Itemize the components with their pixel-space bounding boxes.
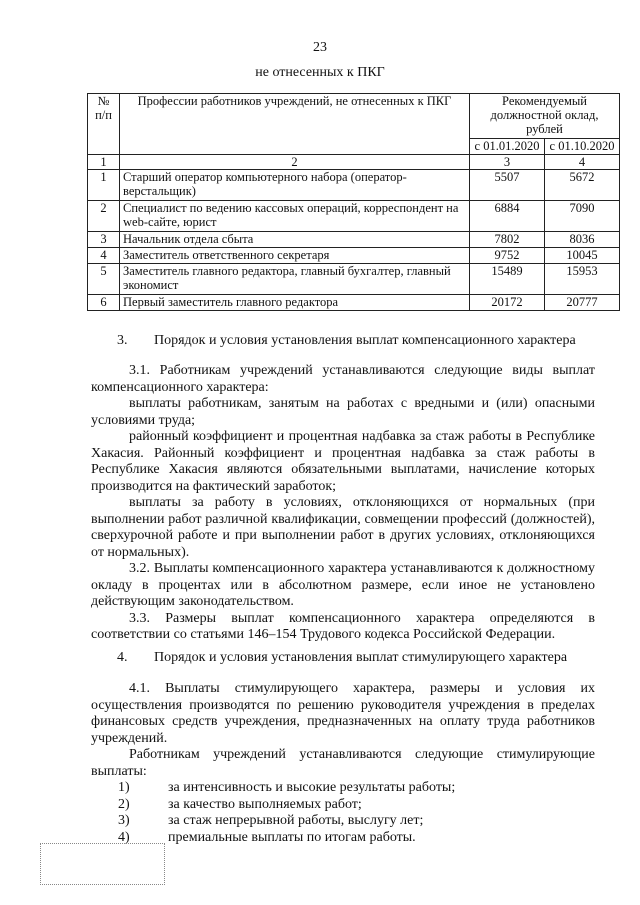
row-num: 3 [88,232,120,248]
paragraph-3-3: 3.3. Размеры выплат компенсационного характера определяются в соответствии со статьями 146–154 Трудового кодекса Российской Федерации. [91,610,595,642]
header-recommended-text: Рекомендуемый должностной оклад, [490,94,599,122]
row-profession: Специалист по ведению кассовых операций, корреспондент на web-сайте, юрист [120,201,470,232]
table-row [88,170,620,201]
row-num: 5 [88,264,120,295]
header-profession: Профессии работников учреждений, не отнесенных к ПКГ [120,94,470,155]
row-salary-2020-10: 5672 [545,170,620,201]
table-row [88,248,620,264]
paragraph-harmful-work: выплаты работникам, занятым на работах с вредными и (или) опасными условиями труда; [91,396,595,428]
index-cell: 1 [88,155,120,170]
section-4-title: Порядок и условия установления выплат стимулирующего характера [154,650,568,665]
paragraph-abnormal-conditions: выплаты за работу в условиях, отклоняющихся от нормальных (при выполнении работ различной квалификации, совмещении профессий (должностей), сверхурочной работе и при выполнении работ в других условиях, отклоняющихся от нормальных). [91,495,595,560]
row-profession: Старший оператор компьютерного набора (оператор-верстальщик) [120,170,470,201]
list-item-number: 2) [118,796,130,812]
paragraph-3-1: 3.1. Работникам учреждений устанавливаются следующие виды выплат компенсационного характера: [91,363,595,395]
table-index-row [88,155,620,170]
row-salary-2020-01: 7802 [470,232,545,248]
row-salary-2020-01: 5507 [470,170,545,201]
row-num: 1 [88,170,120,201]
paragraph-3-2: 3.2. Выплаты компенсационного характера устанавливаются к должностному окладу в процентах или в абсолютном размере, если иное не установлено действующим законодательством. [91,561,595,609]
index-cell: 2 [120,155,470,170]
section-4-number: 4. [117,650,128,665]
list-item-text: премиальные выплаты по итогам работы. [168,829,416,845]
paragraph-4-1: 4.1. Выплаты стимулирующего характера, размеры и условия их осуществления производятся по решению руководителя учреждения в пределах финансовых средств учреждения, предназначенных на оплату труда работников учреждений. [91,681,595,746]
table-header-row [88,94,620,139]
row-profession: Заместитель главного редактора, главный бухгалтер, главный экономист [120,264,470,295]
faded-stamp [40,843,165,885]
header-date-1: с 01.01.2020 [470,139,545,155]
table-row [88,264,620,295]
index-cell: 4 [545,155,620,170]
list-item-text: за интенсивность и высокие результаты работы; [168,780,456,795]
row-salary-2020-01: 9752 [470,248,545,264]
list-item [91,813,595,830]
header-rubles: рублей [526,122,563,136]
row-salary-2020-10: 20777 [545,295,620,311]
list-item-number: 1) [118,780,130,795]
header-recommended [470,94,620,139]
table-row [88,201,620,232]
page-number: 23 [313,40,327,55]
header-num: № п/п [88,94,120,155]
row-salary-2020-10: 8036 [545,232,620,248]
index-cell: 3 [470,155,545,170]
row-num: 6 [88,295,120,311]
section-3-body [91,363,595,644]
table-row [88,295,620,311]
section-3-title: Порядок и условия установления выплат компенсационного характера [154,333,576,348]
salary-table [87,93,620,311]
table-row [88,232,620,248]
paragraph-regional-coefficient: районный коэффициент и процентная надбавка за стаж работы в Республике Хакасия. Районный коэффициент и процентная надбавка за стаж работы в Республике Хакасия являются обязательными выплатами, начисление которых производится на фактический заработок; [91,429,595,494]
row-salary-2020-10: 7090 [545,201,620,232]
table-caption: не отнесенных к ПКГ [255,65,385,80]
section-3-number: 3. [117,333,128,348]
row-salary-2020-10: 10045 [545,248,620,264]
row-salary-2020-01: 15489 [470,264,545,295]
row-num: 2 [88,201,120,232]
row-profession: Первый заместитель главного редактора [120,295,470,311]
paragraph-incentive-payments: Работникам учреждений устанавливаются следующие стимулирующие выплаты: [91,747,595,779]
list-item-text: за качество выполняемых работ; [168,796,362,812]
header-date-2: с 01.10.2020 [545,139,620,155]
row-salary-2020-01: 6884 [470,201,545,232]
section-4-body [91,681,595,846]
list-item [91,830,595,847]
row-num: 4 [88,248,120,264]
row-salary-2020-01: 20172 [470,295,545,311]
list-item [91,797,595,814]
list-item-number: 4) [118,829,130,845]
row-profession: Заместитель ответственного секретаря [120,248,470,264]
row-salary-2020-10: 15953 [545,264,620,295]
list-item-number: 3) [118,813,130,828]
list-item [91,780,595,797]
row-profession: Начальник отдела сбыта [120,232,470,248]
list-item-text: за стаж непрерывной работы, выслугу лет; [168,813,424,828]
